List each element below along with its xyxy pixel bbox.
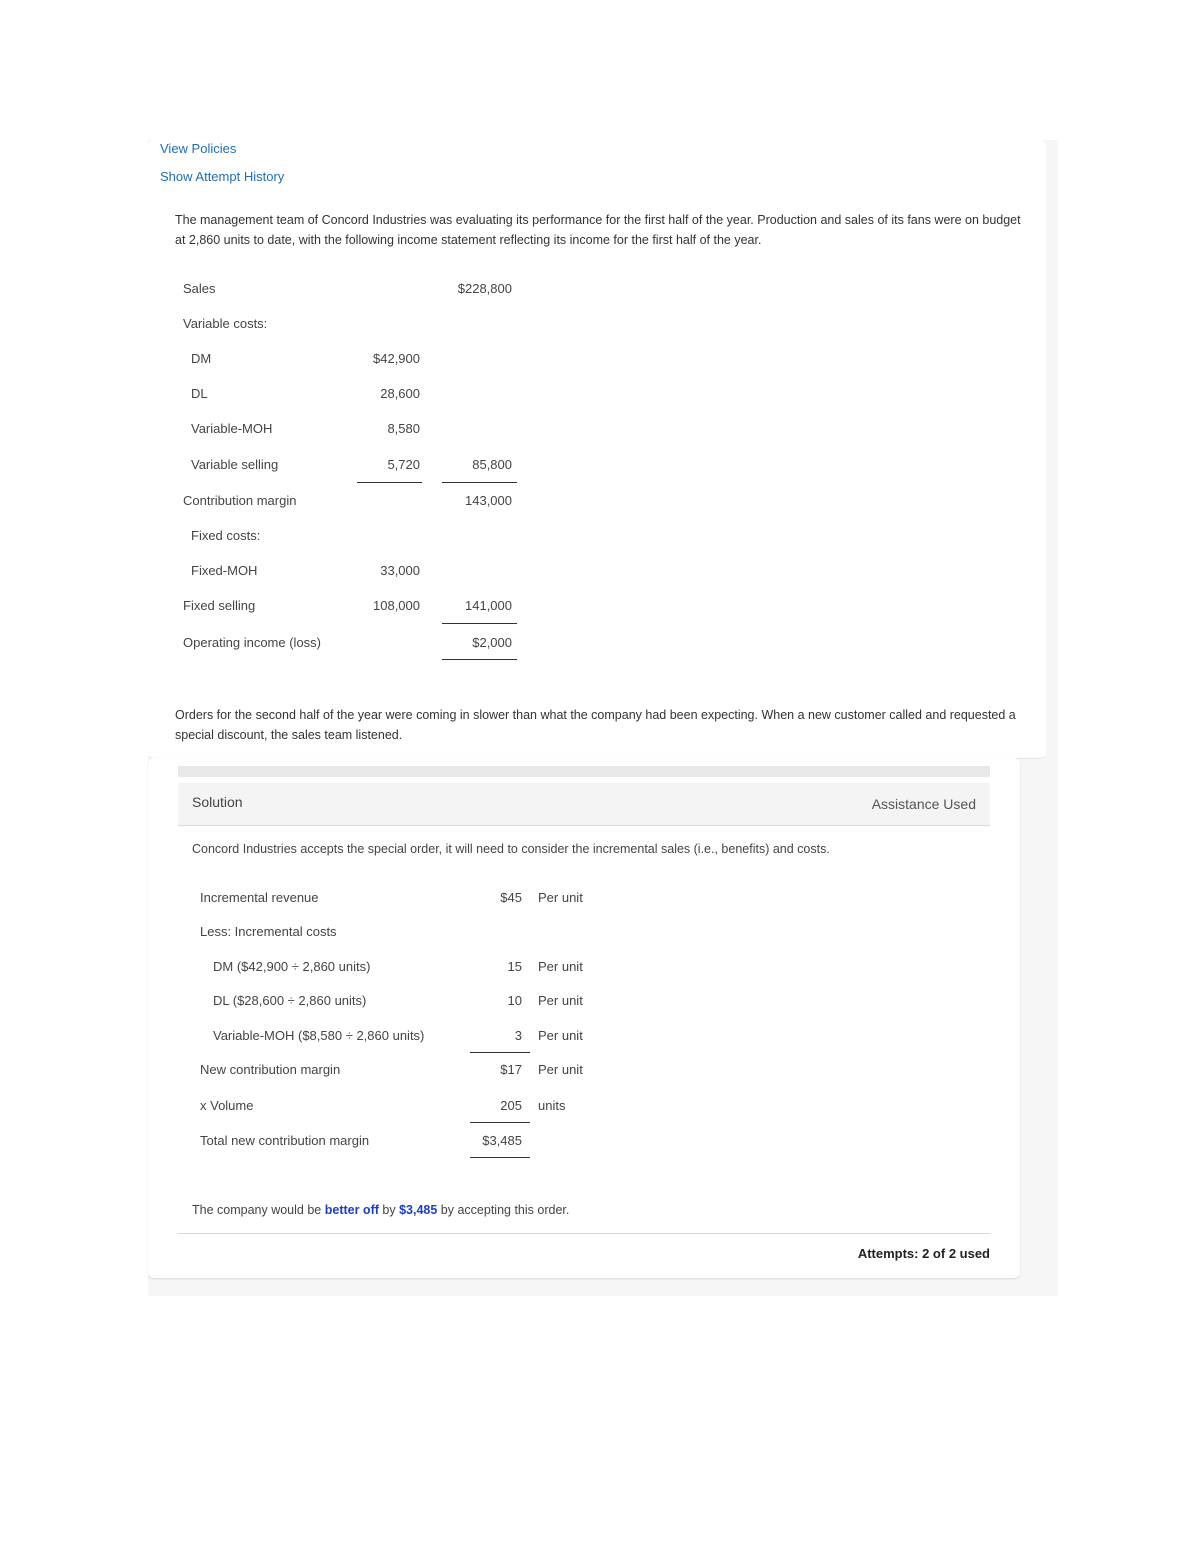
- underline: [357, 482, 422, 483]
- vselling-value: 5,720: [387, 457, 420, 472]
- less-label: Less: Incremental costs: [200, 924, 337, 939]
- sales-value: $228,800: [457, 281, 512, 296]
- sales-label: Sales: [183, 281, 216, 296]
- solution-card: [148, 758, 1020, 1278]
- dm-calc-unit: Per unit: [538, 959, 583, 974]
- dl-calc-value: 10: [507, 993, 522, 1008]
- divider: [178, 1233, 990, 1234]
- vmoh-value: 8,580: [387, 421, 420, 436]
- cm-value: 143,000: [465, 493, 512, 508]
- tncm-label: Total new contribution margin: [200, 1133, 370, 1148]
- ncm-unit: Per unit: [538, 1062, 583, 1077]
- problem-followup: Orders for the second half of the year were coming in slower than what the company had been expecting. When a new customer called and requested a special discount, the sales team listened.: [175, 708, 1016, 742]
- volume-label: x Volume: [200, 1098, 254, 1113]
- volume-unit: units: [538, 1098, 566, 1113]
- vselling-label: Variable selling: [191, 457, 279, 472]
- vmoh-label: Variable-MOH: [191, 421, 273, 436]
- conclusion-better-off: better off: [324, 1203, 379, 1217]
- solution-intro: Concord Industries accepts the special order, it will need to consider the incremental sales (i.e., benefits) and costs.: [192, 842, 830, 856]
- fselling-value: 108,000: [373, 598, 420, 613]
- underline: [470, 1122, 530, 1123]
- tncm-value: $3,485: [482, 1133, 522, 1148]
- ncm-value: $17: [500, 1062, 522, 1077]
- underline: [442, 623, 517, 624]
- vmoh-calc-label: Variable-MOH ($8,580 ÷ 2,860 units): [213, 1028, 425, 1043]
- conclusion-mid: by: [382, 1203, 396, 1217]
- double-underline-top: [470, 1157, 530, 1158]
- dl-calc-unit: Per unit: [538, 993, 583, 1008]
- dl-calc-label: DL ($28,600 ÷ 2,860 units): [213, 993, 367, 1008]
- ncm-label: New contribution margin: [200, 1062, 341, 1077]
- dm-calc-label: DM ($42,900 ÷ 2,860 units): [213, 959, 371, 974]
- dl-label: DL: [191, 386, 208, 401]
- total-fixed-value: 141,000: [465, 598, 512, 613]
- view-policies-link[interactable]: View Policies: [160, 141, 237, 156]
- solution-title: Solution: [192, 794, 243, 810]
- conclusion: [192, 1203, 569, 1217]
- cm-label: Contribution margin: [183, 493, 297, 508]
- inc-rev-unit: Per unit: [538, 890, 583, 905]
- problem-intro: The management team of Concord Industries was evaluating its performance for the first half of the year. Production and sales of its fans were on budget at 2,860 units to date, with the following income statement reflecting its income for the first half of the year.: [175, 213, 1021, 247]
- double-underline-top: [442, 659, 517, 660]
- underline: [470, 1052, 530, 1053]
- conclusion-pre: The company would be: [192, 1203, 322, 1217]
- vmoh-calc-unit: Per unit: [538, 1028, 583, 1043]
- conclusion-amount: $3,485: [399, 1203, 438, 1217]
- fixed-costs-label: Fixed costs:: [191, 528, 261, 543]
- attempts-counter: Attempts: 2 of 2 used: [857, 1246, 990, 1261]
- total-variable-value: 85,800: [472, 457, 512, 472]
- assistance-used-label: Assistance Used: [871, 796, 976, 812]
- solution-header: [178, 783, 990, 826]
- dm-value: $42,900: [373, 351, 420, 366]
- volume-value: 205: [500, 1098, 522, 1113]
- fselling-label: Fixed selling: [183, 598, 256, 613]
- oi-label: Operating income (loss): [183, 635, 321, 650]
- top-strip: [178, 766, 990, 777]
- variable-costs-label: Variable costs:: [183, 316, 268, 331]
- inc-rev-label: Incremental revenue: [200, 890, 319, 905]
- dl-value: 28,600: [380, 386, 420, 401]
- inc-rev-value: $45: [500, 890, 522, 905]
- vmoh-calc-value: 3: [514, 1028, 522, 1043]
- show-attempt-history-link[interactable]: Show Attempt History: [160, 169, 285, 184]
- oi-value: $2,000: [472, 635, 512, 650]
- dm-calc-value: 15: [507, 959, 522, 974]
- dm-label: DM: [191, 351, 212, 366]
- underline: [442, 482, 517, 483]
- fmoh-value: 33,000: [380, 563, 420, 578]
- fmoh-label: Fixed-MOH: [191, 563, 258, 578]
- conclusion-post: by accepting this order.: [440, 1203, 570, 1217]
